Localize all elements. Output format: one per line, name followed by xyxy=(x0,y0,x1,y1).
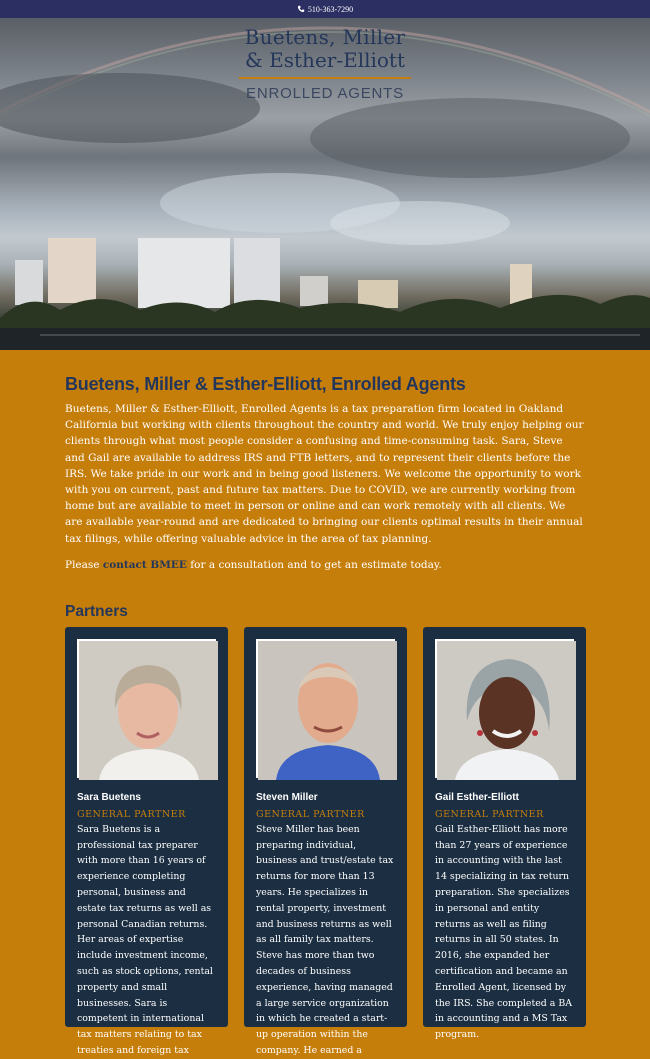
logo-tagline: ENROLLED AGENTS xyxy=(246,85,404,102)
partner-name: Gail Esther-Elliott xyxy=(435,791,519,803)
partner-bio: Sara Buetens is a professional tax preparer with more than 16 years of experience completing personal, business and estate tax returns as well as personal Canadian returns. Her areas of expertise include investment income, such as stock options, rental property and small businesses. Sara is competent in international tax matters relating to tax treaties and foreign tax xyxy=(77,823,213,1056)
partner-photo xyxy=(435,639,574,778)
partner-role: GENERAL PARTNER xyxy=(77,808,186,820)
firm-logo[interactable] xyxy=(0,26,650,102)
partners-heading: Partners xyxy=(65,602,128,620)
cta-text-before: Please xyxy=(65,558,103,571)
partner-card-steven xyxy=(244,627,407,1056)
logo-divider xyxy=(239,77,411,79)
partner-card-gail xyxy=(423,627,586,1041)
logo-line-1: Buetens, Miller xyxy=(244,25,406,49)
contact-link[interactable]: contact BMEE xyxy=(102,558,187,571)
partner-bio: Steve Miller has been preparing individual, business and trust/estate tax returns for more than 13 years. He specializes in rental property, investment and business returns as well as all family tax matters. Steve has more than two decades of business experience, having managed a large service organization in which he created a start-up operation within the company. He earned a xyxy=(256,823,394,1056)
partner-photo xyxy=(77,639,216,778)
intro-paragraph: Buetens, Miller & Esther-Elliott, Enrolled Agents is a tax preparation firm located in Oakland California but working with clients throughout the country and world. We truly enjoy helping our clients through what most people consider a confusing and time-consuming task. Sara, Steve and Gail are available to address IRS and FTB letters, and to represent their clients before the IRS. We take pride in our work and in being good listeners. We welcome the opportunity to work with you on current, past and future tax matters. Due to COVID, we are currently working from home but are available to meet in person or online and can work remotely with all clients. We are available year-round and are dedicated to bringing our clients optimal results in their annual tax filings, while offering valuable advice in the area of tax planning. xyxy=(65,403,584,545)
top-bar xyxy=(0,0,650,18)
partner-role: GENERAL PARTNER xyxy=(256,808,365,820)
logo-line-2: & Esther-Elliott xyxy=(245,48,405,72)
hero-banner xyxy=(0,18,650,350)
partner-cards xyxy=(65,627,585,1056)
page-title: Buetens, Miller & Esther-Elliott, Enrolled Agents xyxy=(65,374,466,394)
cta-paragraph xyxy=(65,557,585,573)
partner-role: GENERAL PARTNER xyxy=(435,808,544,820)
main-content xyxy=(0,350,650,1056)
partner-card-sara xyxy=(65,627,228,1056)
partner-photo xyxy=(256,639,395,778)
phone-number[interactable]: 510-363-7290 xyxy=(307,4,354,14)
partner-name: Sara Buetens xyxy=(77,791,141,803)
partner-bio: Gail Esther-Elliott has more than 27 years of experience in accounting with the last 14 specializing in tax return preparation. She specializes in personal and entity returns as well as filing returns in all 50 states. In 2016, she expanded her certification and became an Enrolled Agent, licensed by the IRS. She completed a BA in accounting and a MS Tax program. xyxy=(435,823,572,1041)
phone-icon xyxy=(297,5,305,13)
cta-text-after: for a consultation and to get an estimate today. xyxy=(186,558,442,571)
partner-name: Steven Miller xyxy=(256,791,318,803)
